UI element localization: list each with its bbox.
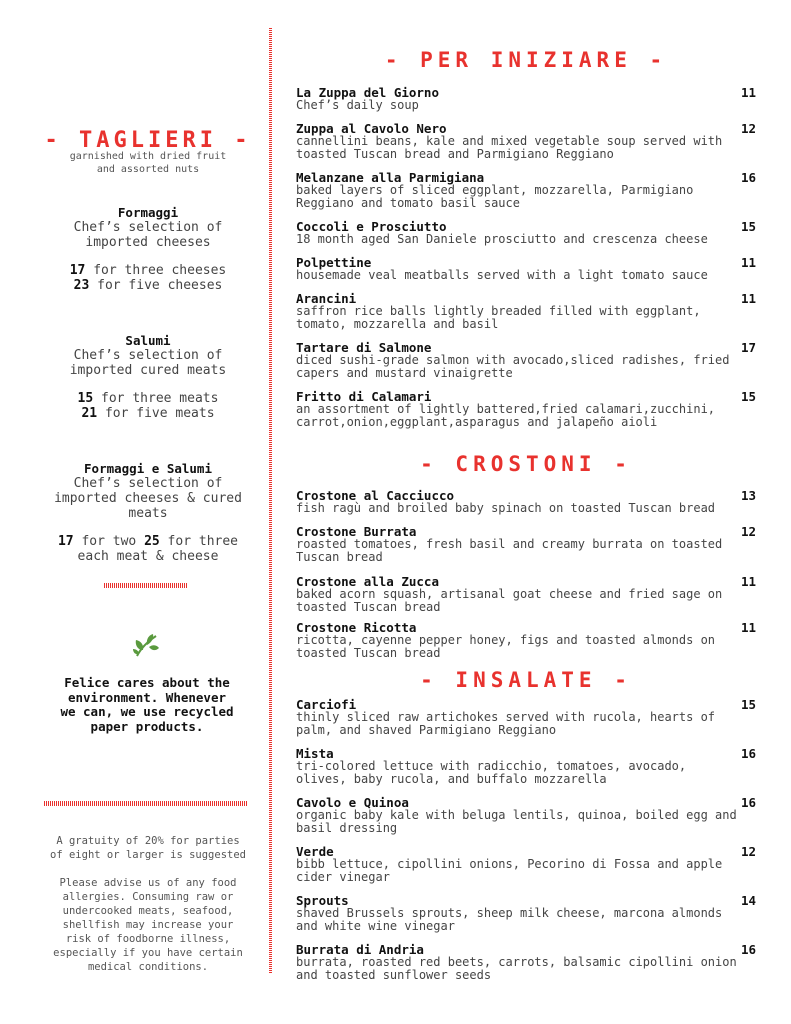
leaf-icon [131, 630, 161, 660]
salumi-prices [32, 391, 264, 421]
item-name: Coccoli e Prosciutto [296, 219, 447, 234]
item-name: Fritto di Calamari [296, 389, 432, 404]
taglieri-title: - TAGLIERI - [44, 128, 252, 153]
menu-item [296, 943, 756, 982]
fine-line: Please advise us of any food [59, 877, 237, 889]
item-desc: diced sushi-grade salmon with avocado,sliced radishes, fried capers and mustard vinaigrette [296, 353, 730, 380]
salumi-title: Salumi [125, 333, 171, 348]
allergy-note [36, 876, 260, 974]
item-price: 15 [740, 219, 756, 234]
salumi-desc [32, 348, 264, 378]
fine-line: medical conditions. [87, 961, 209, 973]
item-desc: ricotta, cayenne pepper honey, figs and toasted almonds on toasted Tuscan bread [296, 633, 716, 660]
price-text: for three cheeses [85, 263, 227, 278]
item-name: Crostone alla Zucca [296, 574, 439, 589]
item-price: 12 [740, 524, 756, 539]
note-line: environment. Whenever [67, 689, 227, 705]
item-price: 15 [740, 389, 756, 404]
formaggi-salumi-prices [32, 534, 264, 564]
taglieri-subtitle [32, 150, 264, 176]
item-desc: Chef’s daily soup [296, 98, 419, 112]
price-line [32, 263, 264, 278]
item-price: 11 [740, 85, 756, 100]
item-desc: saffron rice balls lightly breaded filled with eggplant, tomato, mozzarella and basil [296, 304, 701, 331]
formaggi-salumi-title: Formaggi e Salumi [84, 461, 212, 476]
desc-line: imported cheeses [85, 235, 211, 250]
price-line [32, 278, 264, 293]
price-text: for three [159, 534, 239, 549]
item-name: Burrata di Andria [296, 942, 424, 957]
price-text: for five meats [97, 406, 215, 421]
note-line: Felice cares about the [64, 675, 230, 690]
fine-line: risk of foodborne illness, [65, 933, 231, 945]
price-text: for three meats [93, 391, 219, 406]
desc-line: imported cured meats [69, 363, 227, 378]
price-line [32, 391, 264, 406]
item-desc: tri-colored lettuce with radicchio, tomatoes, avocado, olives, baby rucola, and buffalo mozzarella [296, 759, 687, 786]
item-name: Cavolo e Quinoa [296, 795, 409, 810]
item-price: 14 [740, 893, 756, 908]
item-name: Carciofi [296, 697, 357, 712]
menu-item [296, 122, 756, 161]
item-desc: an assortment of lightly battered,fried calamari,zucchini, carrot,onion,eggplant,asparagus and jalapeño aioli [296, 402, 716, 429]
fine-line: of eight or larger is suggested [50, 849, 246, 861]
fine-line: allergies. Consuming raw or [62, 891, 234, 903]
fine-line: shellfish may increase your [62, 919, 234, 931]
menu-item [296, 341, 756, 380]
item-desc: thinly sliced raw artichokes served with rucola, hearts of palm, and shaved Parmigiano Reggiano [296, 710, 716, 737]
price-number: 21 [81, 406, 98, 421]
price-text: for five cheeses [89, 278, 223, 293]
price-number: 25 [144, 534, 160, 549]
item-name: Polpettine [296, 255, 372, 270]
menu-item [296, 220, 756, 246]
formaggi-block [32, 205, 264, 293]
item-name: Crostone Burrata [296, 524, 417, 539]
item-price: 16 [740, 746, 756, 761]
menu-item [296, 489, 756, 515]
environment-note [40, 676, 254, 734]
item-price: 11 [740, 255, 756, 270]
menu-item [296, 845, 756, 884]
item-price: 16 [740, 170, 756, 185]
item-price: 15 [740, 697, 756, 712]
desc-line: Chef’s selection of [73, 476, 223, 491]
formaggi-desc [32, 220, 264, 250]
fine-line: undercooked meats, seafood, [62, 905, 234, 917]
taglieri-subtitle-line: garnished with dried fruit [69, 151, 227, 162]
note-line: paper products. [90, 718, 204, 734]
desc-line: Chef’s selection of [73, 220, 223, 235]
divider-short [104, 583, 188, 588]
menu-item [296, 575, 756, 614]
note-line: we can, we use recycled [60, 704, 234, 719]
item-price: 17 [740, 340, 756, 355]
item-desc: baked layers of sliced eggplant, mozzarella, Parmigiano Reggiano and tomato basil sauce [296, 183, 694, 210]
crostoni-title: - CROSTONI - [420, 452, 632, 476]
item-desc: shaved Brussels sprouts, sheep milk cheese, marcona almonds and white wine vinegar [296, 906, 723, 933]
item-price: 13 [740, 488, 756, 503]
menu-item [296, 747, 756, 786]
item-name: Crostone Ricotta [296, 620, 417, 635]
item-name: La Zuppa del Giorno [296, 85, 439, 100]
menu-item [296, 86, 756, 112]
formaggi-title: Formaggi [117, 205, 179, 220]
menu-item [296, 256, 756, 282]
item-price: 16 [740, 942, 756, 957]
item-desc: organic baby kale with beluga lentils, quinoa, boiled egg and basil dressing [296, 808, 737, 835]
insalate-title: - INSALATE - [420, 668, 632, 692]
item-desc: housemade veal meatballs served with a light tomato sauce [296, 268, 708, 282]
item-name: Mista [296, 746, 334, 761]
menu-item [296, 390, 756, 429]
formaggi-salumi-desc [32, 476, 264, 521]
item-desc: roasted tomatoes, fresh basil and creamy burrata on toasted Tuscan bread [296, 537, 723, 564]
item-desc: cannellini beans, kale and mixed vegetable soup served with toasted Tuscan bread and Parmigiano Reggiano [296, 134, 723, 161]
item-desc: 18 month aged San Daniele prosciutto and crescenza cheese [296, 232, 708, 246]
item-name: Tartare di Salmone [296, 340, 432, 355]
item-desc: bibb lettuce, cipollini onions, Pecorino di Fossa and apple cider vinegar [296, 857, 723, 884]
item-desc: burrata, roasted red beets, carrots, balsamic cipollini onion and toasted sunflower seeds [296, 955, 737, 982]
item-name: Sprouts [296, 893, 349, 908]
item-name: Zuppa al Cavolo Nero [296, 121, 447, 136]
menu-item [296, 796, 756, 835]
price-line: each meat & cheese [77, 549, 219, 564]
item-name: Verde [296, 844, 334, 859]
price-number: 15 [77, 391, 94, 406]
price-line [32, 406, 264, 421]
price-number: 23 [73, 278, 90, 293]
menu-item [296, 525, 756, 564]
item-price: 11 [740, 574, 756, 589]
item-price: 11 [740, 620, 756, 635]
menu-item [296, 292, 756, 331]
item-price: 16 [740, 795, 756, 810]
fine-line: especially if you have certain [53, 947, 243, 959]
menu-item [296, 698, 756, 737]
formaggi-prices [32, 263, 264, 293]
desc-line: Chef’s selection of [73, 348, 223, 363]
price-line [32, 534, 264, 549]
item-desc: fish ragù and broiled baby spinach on toasted Tuscan bread [296, 501, 716, 515]
gratuity-note [36, 834, 260, 862]
item-name: Arancini [296, 291, 357, 306]
salumi-block [32, 333, 264, 421]
price-text: for two [73, 534, 145, 549]
desc-line: imported cheeses & cured [54, 491, 242, 506]
item-price: 11 [740, 291, 756, 306]
price-number: 17 [57, 534, 74, 549]
item-desc: baked acorn squash, artisanal goat cheese and fried sage on toasted Tuscan bread [296, 587, 723, 614]
item-name: Melanzane alla Parmigiana [296, 170, 485, 185]
taglieri-subtitle-line: and assorted nuts [96, 164, 200, 175]
divider-long [44, 801, 248, 806]
per-iniziare-title: - PER INIZIARE - [384, 48, 668, 72]
menu-item [296, 171, 756, 210]
price-number: 17 [69, 263, 86, 278]
formaggi-salumi-block [32, 461, 264, 564]
column-separator [269, 28, 272, 973]
item-price: 12 [740, 121, 756, 136]
item-name: Crostone al Cacciucco [296, 488, 455, 503]
menu-item [296, 621, 756, 660]
desc-line: meats [128, 506, 168, 521]
menu-item [296, 894, 756, 933]
fine-line: A gratuity of 20% for parties [56, 835, 240, 847]
item-price: 12 [740, 844, 756, 859]
